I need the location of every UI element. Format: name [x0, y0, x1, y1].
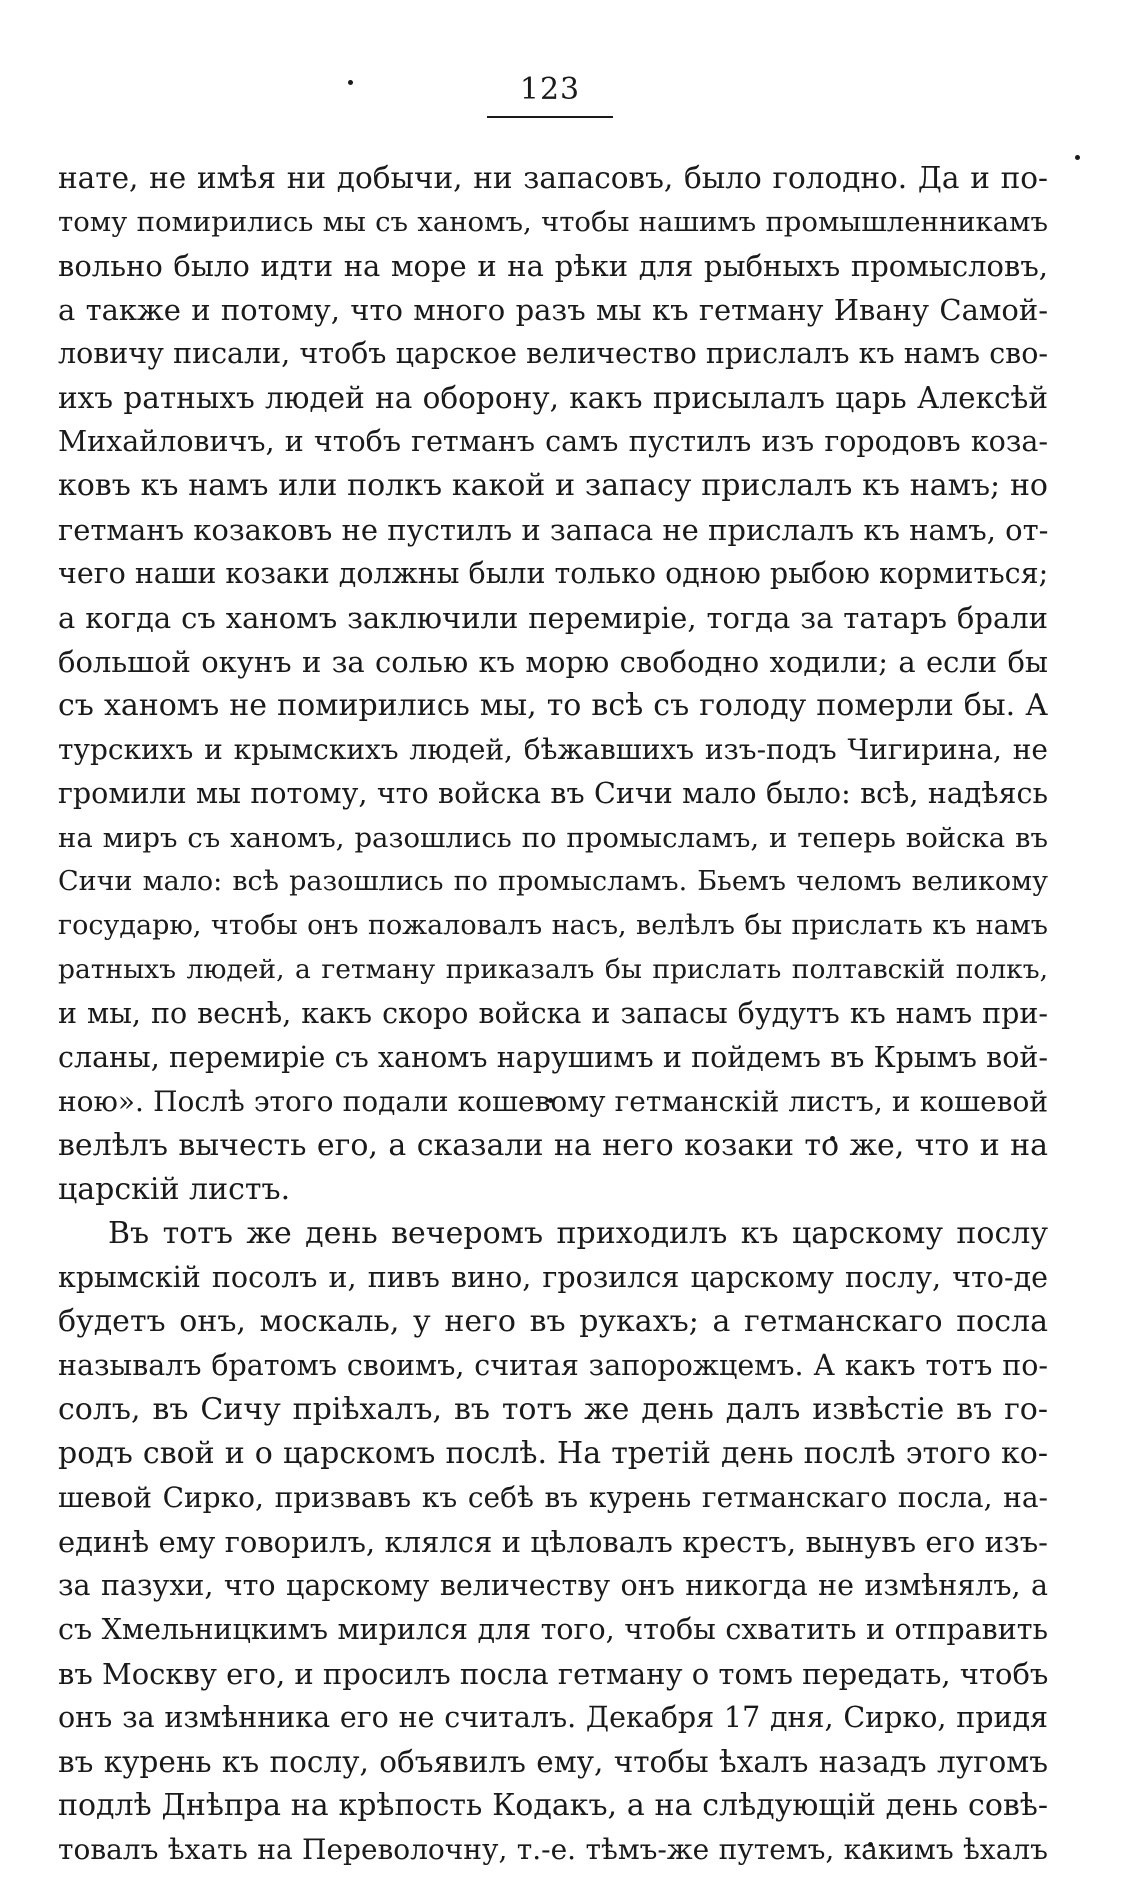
body-text [58, 156, 1048, 1872]
text-line: подлѣ Днѣпра на крѣпость Кодакъ, а на слѣдующій день совѣ- [58, 1788, 1048, 1823]
print-speck [348, 80, 353, 85]
text-line: шевой Сирко, призвавъ къ себѣ въ курень гетманскаго посла, на- [58, 1481, 1048, 1514]
text-line: солъ, въ Сичу пріѣхалъ, въ тотъ же день далъ извѣстіе въ го- [58, 1392, 1048, 1427]
page-number: 123 [519, 72, 581, 107]
text-line: съ Хмельницкимъ мирился для того, чтобы схватить и отправить [58, 1613, 1048, 1646]
text-line: громили мы потому, что войска въ Сичи мало было: всѣ, надѣясь [58, 777, 1048, 810]
text-line: а также и потому, что много разъ мы къ гетману Ивану Самой- [58, 293, 1048, 327]
text-line: товалъ ѣхать на Переволочну, т.-е. тѣмъ-же путемъ, какимъ ѣхалъ [58, 1833, 1048, 1866]
text-line: въ курень къ послу, объявилъ ему, чтобы ѣхалъ назадъ лугомъ [58, 1745, 1048, 1779]
header-rule [487, 116, 613, 118]
paragraph-start-line: Въ тотъ же день вечеромъ приходилъ къ царскому послу [108, 1216, 1048, 1251]
text-line: большой окунъ и за солью къ морю свободно ходили; а если бы [58, 645, 1048, 679]
paragraph-end-line: царскій листъ. [58, 1172, 291, 1207]
print-speck [1075, 155, 1080, 160]
text-line: сланы, перемиріе съ ханомъ нарушимъ и пойдемъ въ Крымъ вой- [58, 1041, 1048, 1074]
text-line: съ ханомъ не помирились мы, то всѣ съ голоду померли бы. А [58, 688, 1048, 723]
text-line: называлъ братомъ своимъ, считая запорожцемъ. А какъ тотъ по- [58, 1349, 1048, 1382]
text-line: Михайловичъ, и чтобъ гетманъ самъ пустилъ изъ городовъ коза- [58, 425, 1048, 458]
text-line: онъ за измѣнника его не считалъ. Декабря 17 дня, Сирко, придя [58, 1701, 1048, 1734]
text-line: ихъ ратныхъ людей на оборону, какъ присылалъ царь Алексѣй [58, 381, 1048, 415]
text-line: государю, чтобы онъ пожаловалъ насъ, велѣлъ бы прислать къ намъ [58, 910, 1048, 941]
text-line: въ Москву его, и просилъ посла гетману о томъ передать, чтобъ [58, 1657, 1048, 1691]
text-line: будетъ онъ, москаль, у него въ рукахъ; а гетманскаго посла [58, 1304, 1048, 1339]
text-line: единѣ ему говорилъ, клялся и цѣловалъ крестъ, вынувъ его изъ- [58, 1525, 1048, 1559]
text-line: и мы, по веснѣ, какъ скоро войска и запасы будутъ къ намъ при- [58, 997, 1048, 1030]
text-line: ловичу писали, чтобъ царское величество прислалъ къ намъ сво- [58, 337, 1048, 370]
text-line: чего наши козаки должны были только одною рыбою кормиться; [58, 557, 1048, 590]
text-line: велѣлъ вычесть его, а сказали на него козаки то же, что и на [58, 1128, 1048, 1163]
text-line: гетманъ козаковъ не пустилъ и запаса не прислалъ къ намъ, от- [58, 513, 1048, 547]
text-line: крымскій посолъ и, пивъ вино, грозился царскому послу, что-де [58, 1261, 1048, 1294]
text-line: а когда съ ханомъ заключили перемиріе, тогда за татаръ брали [58, 601, 1048, 635]
text-line: на миръ съ ханомъ, разошлись по промысламъ, и теперь войска въ [58, 822, 1048, 854]
text-line: нате, не имѣя ни добычи, ни запасовъ, было голодно. Да и по- [58, 161, 1048, 195]
text-line: Сичи мало: всѣ разошлись по промысламъ. Бьемъ челомъ великому [58, 866, 1048, 897]
text-line: родъ свой и о царскомъ послѣ. На третій день послѣ этого ко- [58, 1436, 1048, 1471]
text-line: за пазухи, что царскому величеству онъ никогда не измѣнялъ, а [58, 1569, 1048, 1602]
text-line: ковъ къ намъ или полкъ какой и запасу прислалъ къ намъ; но [58, 468, 1048, 503]
text-line: турскихъ и крымскихъ людей, бѣжавшихъ изъ-подъ Чигирина, не [58, 733, 1048, 766]
text-line: ратныхъ людей, а гетману приказалъ бы прислать полтавскій полкъ, [58, 954, 1048, 985]
text-line: тому помирились мы съ ханомъ, чтобы нашимъ промышленникамъ [58, 206, 1048, 238]
text-line: ною». Послѣ этого подали кошевому гетманскій листъ, и кошевой [58, 1085, 1048, 1118]
text-line: вольно было идти на море и на рѣки для рыбныхъ промысловъ, [58, 249, 1048, 283]
